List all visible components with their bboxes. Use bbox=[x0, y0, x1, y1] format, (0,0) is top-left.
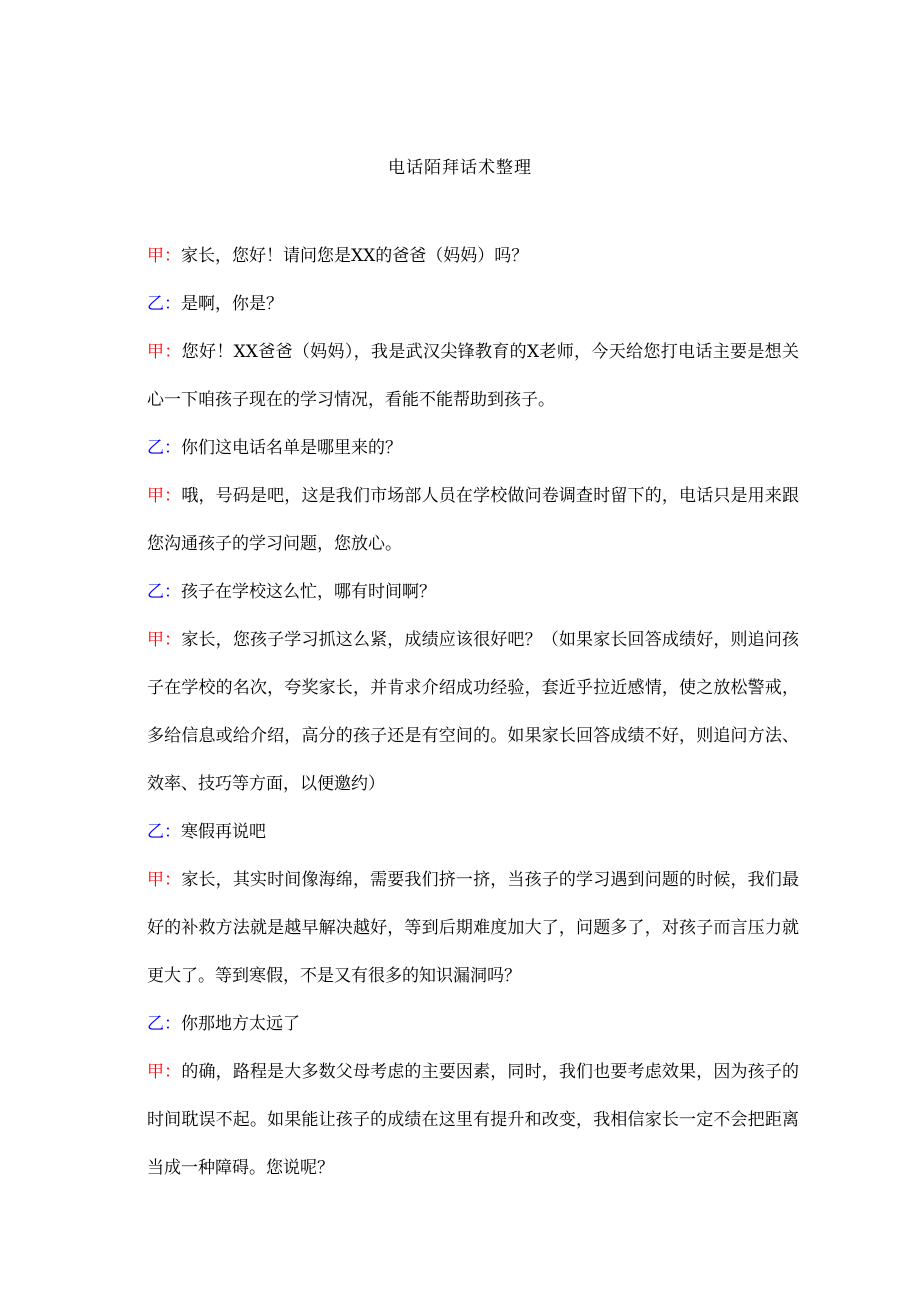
dialogue-line bbox=[147, 1048, 799, 1192]
dialogue-line bbox=[147, 856, 799, 1000]
dialogue-line bbox=[147, 328, 799, 424]
speaker-label-yi: 乙： bbox=[147, 822, 181, 842]
dialogue-line bbox=[147, 1000, 799, 1048]
speaker-label-yi: 乙： bbox=[147, 438, 181, 458]
speaker-label-jia: 甲： bbox=[147, 870, 182, 890]
dialogue-text: 你们这电话名单是哪里来的？ bbox=[181, 438, 402, 458]
dialogue-line bbox=[147, 808, 799, 856]
speaker-label-jia: 甲： bbox=[147, 342, 182, 362]
speaker-label-jia: 甲： bbox=[147, 630, 182, 650]
speaker-label-jia: 甲： bbox=[147, 1062, 182, 1082]
dialogue-text: 的确，路程是大多数父母考虑的主要因素，同时，我们也要考虑效果，因为孩子的时间耽误不起。如果能让孩子的成绩在这里有提升和改变，我相信家长一定不会把距离当成一种障碍。您说呢？ bbox=[147, 1062, 800, 1178]
dialogue-line bbox=[147, 472, 799, 568]
speaker-label-jia: 甲： bbox=[147, 486, 182, 506]
dialogue-line bbox=[147, 280, 799, 328]
dialogue-text: 哦，号码是吧，这是我们市场部人员在学校做问卷调查时留下的，电话只是用来跟您沟通孩子的学习问题，您放心。 bbox=[147, 486, 800, 554]
speaker-label-yi: 乙： bbox=[147, 1014, 181, 1034]
dialogue-line bbox=[147, 424, 799, 472]
dialogue-text: 您好！XX爸爸（妈妈），我是武汉尖锋教育的X老师，今天给您打电话主要是想关心一下咱孩子现在的学习情况，看能不能帮助到孩子。 bbox=[147, 342, 800, 410]
speaker-label-jia: 甲： bbox=[147, 246, 181, 266]
dialogue-text: 是啊，你是？ bbox=[181, 294, 283, 314]
dialogue-text: 你那地方太远了 bbox=[181, 1014, 300, 1034]
speaker-label-yi: 乙： bbox=[147, 294, 181, 314]
dialogue-text: 家长，其实时间像海绵，需要我们挤一挤，当孩子的学习遇到问题的时候，我们最好的补救方法就是越早解决越好，等到后期难度加大了，问题多了，对孩子而言压力就更大了。等到寒假，不是又有很多的知识漏洞吗？ bbox=[147, 870, 800, 986]
dialogue-transcript bbox=[147, 232, 799, 1192]
document-title: 电话陌拜话术整理 bbox=[388, 158, 532, 178]
dialogue-line bbox=[147, 568, 799, 616]
speaker-label-yi: 乙： bbox=[147, 582, 181, 602]
dialogue-line bbox=[147, 232, 799, 280]
dialogue-text: 寒假再说吧 bbox=[181, 822, 266, 842]
dialogue-text: 家长，您好！请问您是XX的爸爸（妈妈）吗？ bbox=[181, 246, 529, 266]
dialogue-line bbox=[147, 616, 799, 808]
dialogue-text: 孩子在学校这么忙，哪有时间啊？ bbox=[181, 582, 436, 602]
dialogue-text: 家长，您孩子学习抓这么紧，成绩应该很好吧？（如果家长回答成绩好，则追问孩子在学校的名次，夸奖家长，并肯求介绍成功经验，套近乎拉近感情，使之放松警戒，多给信息或给介绍，高分的孩子还是有空间的。如果家长回答成绩不好，则追问方法、效率、技巧等方面，以便邀约） bbox=[147, 630, 800, 794]
